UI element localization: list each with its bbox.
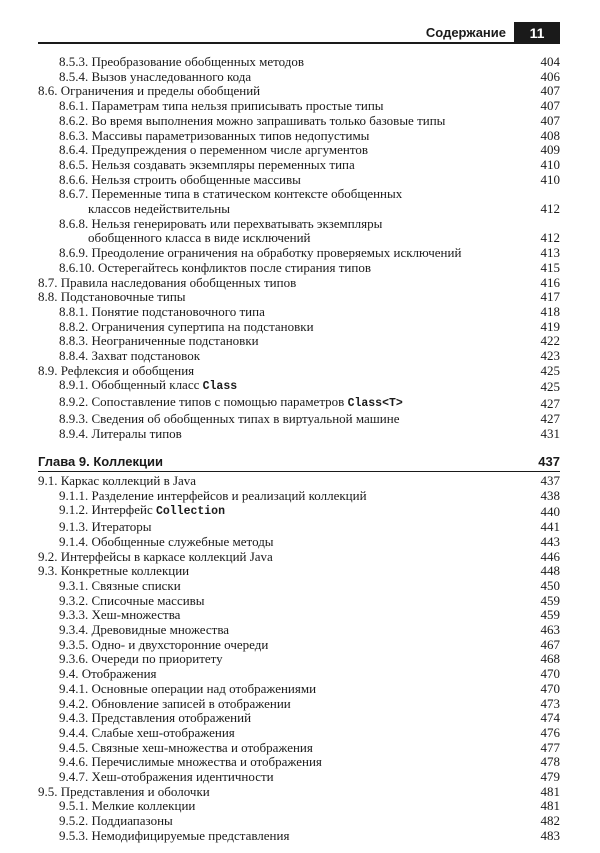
toc-entry-text: 8.5.4. Вызов унаследованного кода — [59, 68, 252, 84]
toc-entry[interactable] — [38, 682, 560, 697]
toc-entry-text: 9.4.7. Хеш-отображения идентичности — [59, 769, 274, 785]
toc-entry[interactable] — [38, 187, 560, 216]
toc-entry[interactable] — [38, 579, 560, 594]
toc-entry-text: 9.4.6. Перечислимые множества и отображения — [59, 754, 322, 770]
toc-entry[interactable] — [38, 667, 560, 682]
code-identifier: Class<T> — [347, 397, 403, 411]
toc-entry-text: 9.4. Отображения — [59, 666, 157, 682]
toc-entry-title — [38, 785, 520, 800]
toc-entry-title — [38, 84, 520, 99]
toc-entry-text: 8.6.8. Нельзя генерировать или перехватывать экземпляры — [59, 215, 383, 231]
toc-entry[interactable] — [38, 785, 560, 800]
toc-entry[interactable] — [38, 143, 560, 158]
toc-entry[interactable] — [38, 320, 560, 335]
toc-entry-text: 8.5.3. Преобразование обобщенных методов — [59, 54, 305, 69]
toc-entry[interactable] — [38, 129, 560, 144]
toc-entry-text: 9.3.4. Древовидные множества — [59, 622, 230, 638]
toc-entry-page: 409 — [540, 142, 560, 158]
toc-entry-title — [38, 276, 520, 291]
toc-entry[interactable] — [38, 261, 560, 276]
toc-entry-page: 413 — [540, 245, 560, 261]
toc-entry-title — [59, 652, 520, 667]
toc-entry[interactable] — [38, 535, 560, 550]
toc-entry-text: 8.6.10. Остерегайтесь конфликтов после стирания типов — [59, 259, 371, 275]
toc-entry-title — [59, 770, 520, 785]
toc-entry-text: 8.7. Правила наследования обобщенных типов — [38, 274, 297, 290]
toc-entry-page: 410 — [540, 156, 560, 172]
toc-entry-page: 417 — [540, 289, 560, 305]
toc-entry[interactable] — [38, 114, 560, 129]
toc-entry-title — [38, 474, 520, 489]
toc-entry[interactable] — [38, 829, 560, 844]
toc-entry-page: 477 — [540, 739, 560, 755]
toc-entry[interactable] — [38, 364, 560, 379]
chapter-heading[interactable] — [38, 455, 560, 472]
toc-entry[interactable] — [38, 594, 560, 609]
toc-entry-page: 482 — [540, 813, 560, 829]
toc-entry-text: 9.1.3. Итераторы — [59, 519, 152, 535]
toc-entry[interactable] — [38, 395, 560, 412]
toc-entry-page: 476 — [540, 724, 560, 740]
toc-entry-text-continuation: классов недействительны — [88, 201, 231, 217]
toc-entry-title — [59, 489, 520, 504]
toc-entry-page: 412 — [540, 230, 560, 246]
toc-entry[interactable] — [38, 814, 560, 829]
toc-entry-title — [59, 158, 520, 173]
toc-entry[interactable] — [38, 520, 560, 535]
toc-entry-title — [59, 99, 520, 114]
toc-entry-title — [59, 503, 520, 520]
toc-entry-title — [59, 741, 520, 756]
toc-entry[interactable] — [38, 652, 560, 667]
toc-entry-title — [59, 55, 520, 70]
toc-entry[interactable] — [38, 638, 560, 653]
toc-entry-text: 8.9.4. Литералы типов — [59, 425, 182, 441]
toc-entry-page: 407 — [540, 98, 560, 114]
toc-entry[interactable] — [38, 412, 560, 427]
toc-entry[interactable] — [38, 378, 560, 395]
toc-entry[interactable] — [38, 305, 560, 320]
toc-entry-page: 410 — [540, 171, 560, 187]
toc-entry-text: 8.9.1. Обобщенный класс — [59, 377, 203, 393]
toc-entry-page: 478 — [540, 754, 560, 770]
toc-entry-title — [59, 143, 520, 158]
toc-entry-title — [59, 594, 520, 609]
toc-entry-page: 416 — [540, 274, 560, 290]
table-of-contents — [38, 55, 560, 844]
toc-entry-text: 9.3.1. Связные списки — [59, 577, 181, 593]
toc-entry-text: 9.5.2. Поддиапазоны — [59, 813, 173, 829]
toc-entry[interactable] — [38, 158, 560, 173]
toc-entry-text: 9.1. Каркас коллекций в Java — [38, 472, 197, 488]
toc-entry[interactable] — [38, 608, 560, 623]
toc-section-chapter-9 — [38, 474, 560, 844]
toc-entry[interactable] — [38, 99, 560, 114]
toc-entry-text: 9.4.3. Представления отображений — [59, 710, 252, 726]
toc-entry-text: 8.9. Рефлексия и обобщения — [38, 362, 195, 378]
toc-entry[interactable] — [38, 349, 560, 364]
toc-entry-page: 425 — [540, 379, 560, 395]
toc-entry-page: 407 — [540, 83, 560, 99]
toc-entry-title — [59, 638, 520, 653]
toc-entry[interactable] — [38, 623, 560, 638]
toc-entry[interactable] — [38, 427, 560, 442]
page-header — [38, 22, 560, 44]
toc-entry-text: 9.4.1. Основные операции над отображениями — [59, 680, 317, 696]
toc-entry-page: 415 — [540, 259, 560, 275]
toc-entry-page: 404 — [540, 54, 560, 69]
toc-entry-title — [59, 187, 520, 216]
toc-entry[interactable] — [38, 564, 560, 579]
toc-entry-text: 8.6.3. Массивы параметризованных типов недопустимы — [59, 127, 370, 143]
toc-entry-page: 427 — [540, 410, 560, 426]
toc-entry[interactable] — [38, 246, 560, 261]
toc-entry-text: 9.3. Конкретные коллекции — [38, 563, 190, 579]
toc-entry-title — [59, 305, 520, 320]
chapter-title: Глава 9. Коллекции — [38, 454, 163, 470]
toc-entry-title — [59, 799, 520, 814]
toc-entry-text: 8.6.1. Параметрам типа нельзя приписывать простые типы — [59, 98, 384, 114]
toc-entry[interactable] — [38, 489, 560, 504]
toc-entry-page: 468 — [540, 651, 560, 667]
toc-entry-page: 481 — [540, 783, 560, 799]
toc-entry-page: 448 — [540, 563, 560, 579]
toc-entry[interactable] — [38, 276, 560, 291]
toc-entry-text-continuation: обобщенного класса в виде исключений — [88, 230, 311, 246]
toc-entry-title — [59, 667, 520, 682]
toc-entry-page: 423 — [540, 348, 560, 364]
toc-entry[interactable] — [38, 755, 560, 770]
toc-entry-text: 8.9.2. Сопоставление типов с помощью параметров — [59, 394, 348, 410]
toc-entry-title — [59, 412, 520, 427]
toc-entry-title — [59, 520, 520, 535]
toc-entry-text: 9.3.3. Хеш-множества — [59, 607, 181, 623]
toc-entry-page: 431 — [540, 425, 560, 441]
toc-entry-title — [59, 320, 520, 335]
toc-entry[interactable] — [38, 550, 560, 565]
toc-entry-page: 418 — [540, 303, 560, 319]
toc-entry-title — [59, 334, 520, 349]
toc-entry-page: 467 — [540, 636, 560, 652]
toc-entry-text: 9.4.4. Слабые хеш-отображения — [59, 724, 235, 740]
toc-entry-title — [59, 114, 520, 129]
toc-entry-page: 479 — [540, 769, 560, 785]
toc-entry-page: 450 — [540, 577, 560, 593]
toc-entry-page: 438 — [540, 487, 560, 503]
toc-entry-text: 9.5. Представления и оболочки — [38, 783, 210, 799]
toc-entry-text: 9.5.1. Мелкие коллекции — [59, 798, 196, 814]
toc-entry[interactable] — [38, 70, 560, 85]
toc-entry-page: 446 — [540, 548, 560, 564]
toc-entry-page: 427 — [540, 396, 560, 412]
toc-entry-text: 8.9.3. Сведения об обобщенных типах в виртуальной машине — [59, 410, 400, 426]
toc-entry-page: 440 — [540, 504, 560, 520]
toc-entry-title — [59, 711, 520, 726]
toc-entry[interactable] — [38, 726, 560, 741]
toc-entry[interactable] — [38, 334, 560, 349]
toc-entry-title — [59, 829, 520, 844]
toc-entry-page: 481 — [540, 798, 560, 814]
toc-entry-text: 8.6.7. Переменные типа в статическом контексте обобщенных — [59, 186, 403, 202]
toc-entry-page: 441 — [540, 519, 560, 535]
toc-entry-title — [59, 70, 520, 85]
toc-entry-text: 8.8.4. Захват подстановок — [59, 348, 201, 364]
toc-entry-text: 9.3.6. Очереди по приоритету — [59, 651, 223, 667]
toc-entry-title — [59, 623, 520, 638]
toc-entry-page: 443 — [540, 533, 560, 549]
toc-entry-text: 8.8. Подстановочные типы — [38, 289, 186, 305]
toc-entry-text: 8.8.1. Понятие подстановочного типа — [59, 303, 265, 319]
toc-entry-text: 8.6.6. Нельзя строить обобщенные массивы — [59, 171, 301, 187]
toc-entry-text: 8.6.5. Нельзя создавать экземпляры переменных типа — [59, 156, 355, 172]
toc-entry-text: 9.1.1. Разделение интерфейсов и реализаций коллекций — [59, 487, 367, 503]
toc-entry-title — [59, 697, 520, 712]
toc-entry-page: 437 — [540, 472, 560, 488]
toc-entry-title — [59, 427, 520, 442]
toc-section-chapter-8 — [38, 55, 560, 441]
toc-entry-page: 425 — [540, 362, 560, 378]
toc-entry[interactable] — [38, 697, 560, 712]
running-title: Содержание — [425, 25, 506, 40]
toc-entry-title — [59, 755, 520, 770]
toc-entry-page: 422 — [540, 333, 560, 349]
toc-entry-page: 412 — [540, 201, 560, 217]
toc-entry-text: 8.6.2. Во время выполнения можно запрашивать только базовые типы — [59, 112, 446, 128]
code-identifier: Class — [202, 380, 238, 394]
toc-entry[interactable] — [38, 741, 560, 756]
toc-entry-text: 8.6.4. Предупреждения о переменном числе аргументов — [59, 142, 369, 158]
toc-entry-page: 459 — [540, 592, 560, 608]
toc-entry-title — [59, 395, 520, 412]
toc-entry-text: 9.4.2. Обновление записей в отображении — [59, 695, 291, 711]
toc-entry-page: 419 — [540, 318, 560, 334]
toc-entry[interactable] — [38, 84, 560, 99]
toc-entry-text: 9.1.4. Обобщенные служебные методы — [59, 533, 274, 549]
toc-entry-title — [59, 682, 520, 697]
toc-entry-title — [59, 349, 520, 364]
toc-entry-text: 8.8.2. Ограничения супертипа на подстановки — [59, 318, 314, 334]
toc-entry-page: 483 — [540, 827, 560, 843]
toc-entry-text: 9.4.5. Связные хеш-множества и отображения — [59, 739, 313, 755]
toc-entry-text: 8.6. Ограничения и пределы обобщений — [38, 83, 261, 99]
toc-entry-page: 474 — [540, 710, 560, 726]
toc-entry[interactable] — [38, 173, 560, 188]
toc-entry-text: 9.1.2. Интерфейс — [59, 502, 156, 518]
toc-entry-title — [59, 129, 520, 144]
toc-entry-title — [59, 726, 520, 741]
toc-entry[interactable] — [38, 503, 560, 520]
toc-entry-title — [59, 261, 520, 276]
toc-entry-text: 9.3.2. Списочные массивы — [59, 592, 205, 608]
toc-entry-page: 463 — [540, 622, 560, 638]
toc-entry-title — [59, 579, 520, 594]
toc-entry-text: 9.2. Интерфейсы в каркасе коллекций Java — [38, 548, 273, 564]
toc-entry[interactable] — [38, 217, 560, 246]
toc-entry-text: 8.8.3. Неограниченные подстановки — [59, 333, 259, 349]
toc-entry-page: 459 — [540, 607, 560, 623]
page-number-badge: 11 — [514, 22, 560, 44]
toc-entry-page: 470 — [540, 666, 560, 682]
toc-entry-title — [59, 608, 520, 623]
toc-entry[interactable] — [38, 711, 560, 726]
toc-entry-page: 408 — [540, 127, 560, 143]
toc-entry-title — [59, 217, 520, 246]
toc-entry-title — [59, 246, 520, 261]
toc-entry-title — [38, 364, 520, 379]
toc-entry-title — [59, 535, 520, 550]
toc-entry-text: 8.6.9. Преодоление ограничения на обработку проверяемых исключений — [59, 245, 462, 261]
header-rule — [38, 42, 560, 44]
toc-entry-title — [38, 290, 520, 305]
toc-entry-text: 9.5.3. Немодифицируемые представления — [59, 827, 290, 843]
toc-entry-title — [59, 814, 520, 829]
toc-entry[interactable] — [38, 770, 560, 785]
toc-entry-title — [59, 173, 520, 188]
toc-entry-text: 9.3.5. Одно- и двухсторонние очереди — [59, 636, 269, 652]
toc-entry[interactable] — [38, 474, 560, 489]
toc-entry-title — [38, 564, 520, 579]
toc-entry-page: 407 — [540, 112, 560, 128]
toc-entry[interactable] — [38, 290, 560, 305]
toc-entry-page: 473 — [540, 695, 560, 711]
toc-entry-page: 470 — [540, 680, 560, 696]
toc-entry-title — [38, 550, 520, 565]
toc-entry[interactable] — [38, 55, 560, 70]
toc-entry[interactable] — [38, 799, 560, 814]
toc-entry-title — [59, 378, 520, 395]
toc-entry-page: 406 — [540, 68, 560, 84]
code-identifier: Collection — [155, 505, 225, 519]
chapter-page: 437 — [538, 454, 560, 470]
